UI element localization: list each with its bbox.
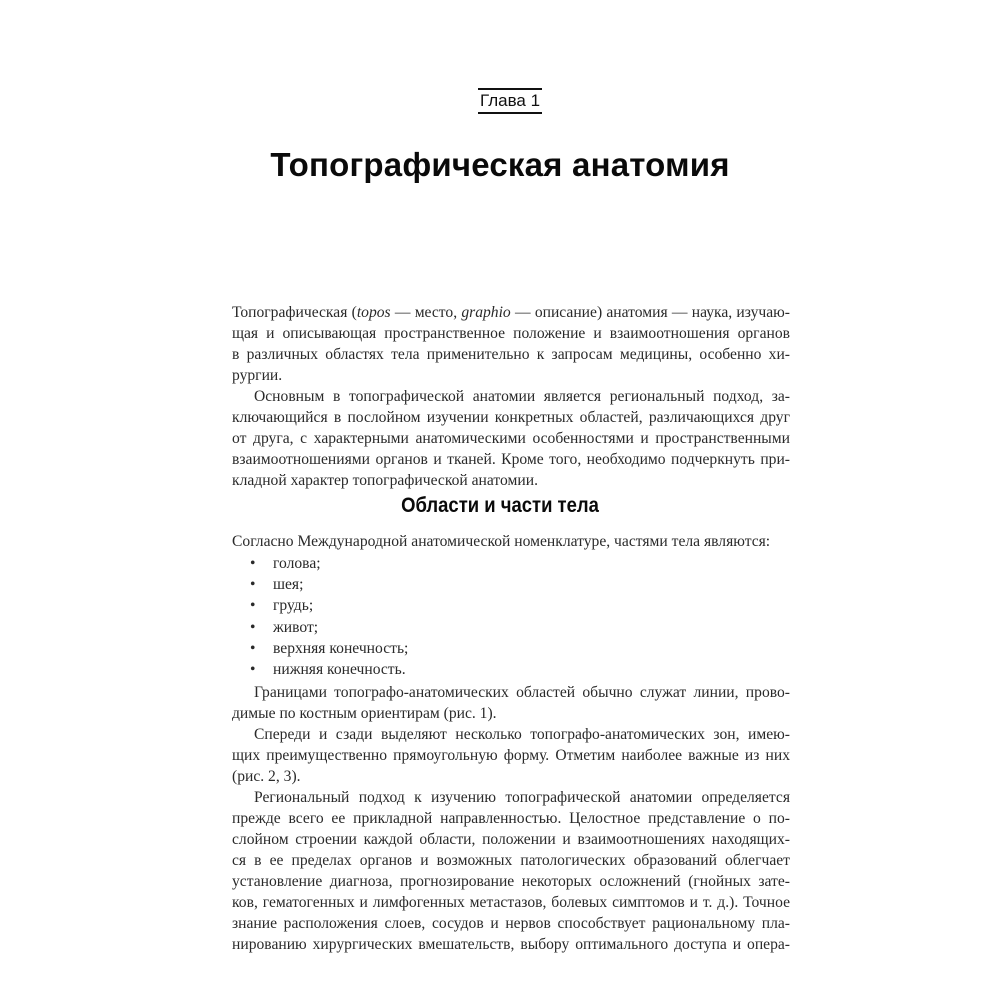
intro-paragraph-2 <box>232 386 790 491</box>
body-parts-list <box>250 553 408 680</box>
text-line: димые по костным ориентирам (рис. 1). <box>232 705 497 722</box>
text-line: установление диагноза, прогнозирование некоторых осложнений (гнойных зате- <box>232 873 790 890</box>
text-line: Спереди и сзади выделяют несколько топографо-анатомических зон, имею- <box>254 726 790 743</box>
bullet-icon: • <box>250 555 256 572</box>
bullet-icon: • <box>250 618 256 636</box>
list-item: • голова; <box>250 555 321 572</box>
text-line: кладной характер топографической анатомии. <box>232 472 538 489</box>
paragraph-zones <box>232 724 790 787</box>
text-line: в различных областях тела применительно к запросам медицины, особенно хи- <box>232 346 790 363</box>
text-line: слойном строении каждой области, положении и взаимоотношениях находящих- <box>232 831 790 848</box>
bullet-icon: • <box>250 660 256 678</box>
bullet-icon: • <box>250 639 256 657</box>
text-line: прежде всего ее прикладной направленностью. Целостное представление о по- <box>232 810 790 827</box>
text-line: щих преимущественно прямоугольную форму. Отметим наиболее важные из них <box>232 747 790 764</box>
section-lead <box>232 531 790 552</box>
text-line: Согласно Международной анатомической номенклатуре, частями тела являются: <box>232 533 771 550</box>
bullet-icon: • <box>250 576 256 594</box>
text-line: рургии. <box>232 367 283 384</box>
text-line: от друга, с характерными анатомическими особенностями и пространственными <box>232 430 790 447</box>
text-line: (рис. 2, 3). <box>232 768 301 785</box>
text-line: нированию хирургических вмешательств, выбору оптимального доступа и опера- <box>232 936 790 953</box>
text-line: Основным в топографической анатомии является региональный подход, за- <box>254 388 790 405</box>
paragraph-boundaries <box>232 682 790 724</box>
text-line: ся в ее пределах органов и возможных патологических образований облегчает <box>232 852 790 869</box>
latin-term-graphio: graphio <box>461 304 511 321</box>
bullet-icon: • <box>250 597 256 615</box>
text-line: взаимоотношениями органов и тканей. Кроме того, необходимо подчеркнуть при- <box>232 451 790 468</box>
text-line: ключающийся в послойном изучении конкретных областей, различающихся друг <box>232 409 790 426</box>
text-line: щая и описывающая пространственное положение и взаимоотношения органов <box>232 325 790 342</box>
chapter-title: Топографическая анатомия <box>270 146 730 183</box>
latin-term-topos: topos <box>356 304 391 321</box>
list-item: • грудь; <box>250 597 314 615</box>
list-item: • верхняя конечность; <box>250 639 409 657</box>
chapter-label: Глава 1 <box>478 88 542 114</box>
text-line: Региональный подход к изучению топографической анатомии определяется <box>254 789 790 806</box>
paragraph-regional-approach <box>232 787 790 955</box>
intro-paragraph-1 <box>232 302 790 386</box>
list-item: • живот; <box>250 618 319 636</box>
list-item: • нижняя конечность. <box>250 660 406 678</box>
text-line: Границами топографо-анатомических областей обычно служат линии, прово- <box>254 684 790 701</box>
list-item: • шея; <box>250 576 304 594</box>
section-heading: Области и части тела <box>401 494 599 517</box>
text-line: ков, гематогенных и лимфогенных метастазов, болевых симптомов и т. д.). Точное <box>232 894 790 911</box>
text-line: Топографическая (topos — место, graphio — описание) анатомия — наука, изучаю- <box>232 304 790 321</box>
text-line: знание расположения слоев, сосудов и нервов способствует рациональному пла- <box>232 915 790 932</box>
